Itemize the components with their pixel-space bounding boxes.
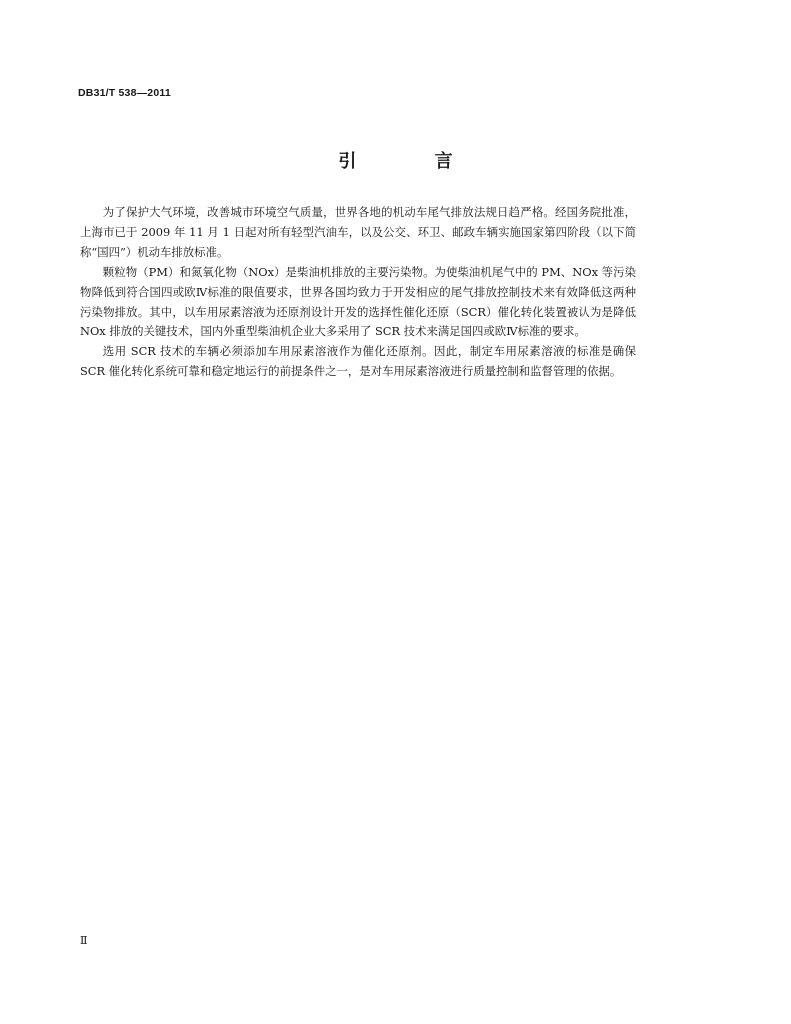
page-number: Ⅱ <box>80 934 88 947</box>
paragraph: 选用 SCR 技术的车辆必须添加车用尿素溶液作为催化还原剂。因此，制定车用尿素溶液的标准是确保 SCR 催化转化系统可靠和稳定地运行的前提条件之一，是对车用尿素溶液进行质量控制和监督管理的依据。 <box>80 344 636 379</box>
section-title: 引 言 <box>338 151 489 172</box>
standard-code: DB31/T 538—2011 <box>78 87 171 99</box>
paragraph: 颗粒物（PM）和氮氧化物（NOx）是柴油机排放的主要污染物。为使柴油机尾气中的 PM、NOx 等污染物降低到符合国四或欧Ⅳ标准的限值要求，世界各国均致力于开发相应的尾气排放控制技术来有效降低这两种污染物排放。其中，以车用尿素溶液为还原剂设计开发的选择性催化还原（SCR）催化转化装置被认为是降低 NOx 排放的关键技术，国内外重型柴油机企业大多采用了 SCR 技术来满足国四或欧Ⅳ标准的要求。 <box>80 264 636 339</box>
paragraph: 为了保护大气环境，改善城市环境空气质量，世界各地的机动车尾气排放法规日趋严格。经国务院批准，上海市已于 2009 年 11 月 1 日起对所有轻型汽油车，以及公交、环卫、邮政车辆实施国家第四阶段（以下简称“国四”）机动车排放标准。 <box>80 205 636 259</box>
introduction-body <box>80 203 636 382</box>
